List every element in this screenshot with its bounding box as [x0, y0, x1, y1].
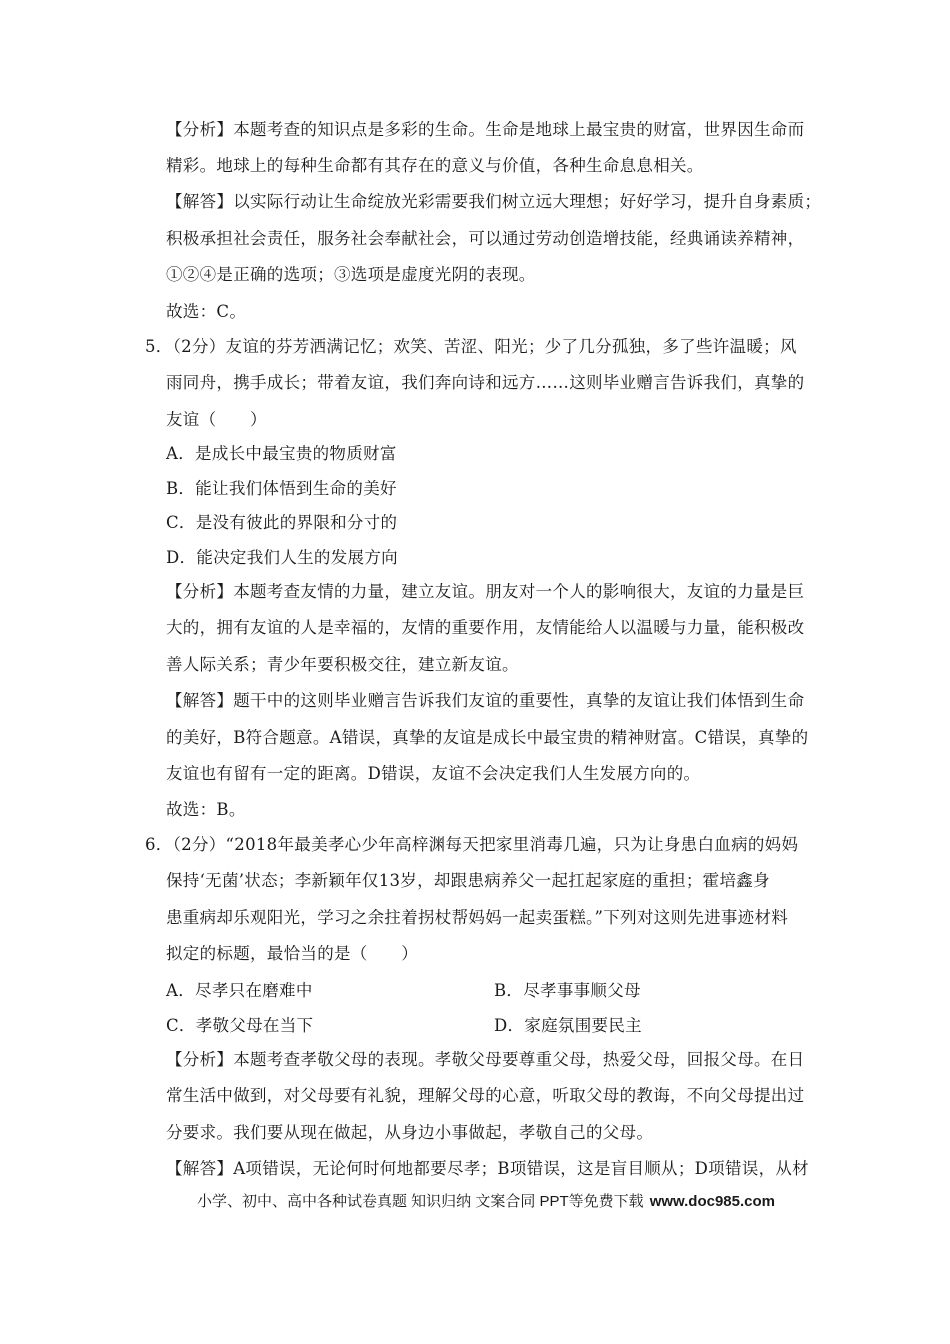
- q5-analysis-line: 【分析】本题考查友情的力量，建立友谊。朋友对一个人的影响很大，友谊的力量是巨: [166, 582, 805, 601]
- q5-analysis-line: 大的，拥有友谊的人是幸福的，友情的重要作用，友情能给人以温暖与力量，能积极改: [166, 618, 805, 637]
- q4-analysis-line: 【分析】本题考查的知识点是多彩的生命。生命是地球上最宝贵的财富，世界因生命而: [166, 120, 805, 139]
- q4-choice: 故选：C。: [166, 302, 247, 321]
- q6-option-c: C．孝敬父母在当下: [166, 1016, 314, 1035]
- q5-option-a: A．是成长中最宝贵的物质财富: [166, 444, 397, 463]
- q5-stem-line: 5．（2分）友谊的芬芳洒满记忆；欢笑、苦涩、阳光；少了几分孤独，多了些许温暖；风: [145, 337, 797, 356]
- q5-option-c: C．是没有彼此的界限和分寸的: [166, 513, 398, 532]
- q5-answer-line: 【解答】题干中的这则毕业赠言告诉我们友谊的重要性，真挚的友谊让我们体悟到生命: [166, 691, 805, 710]
- q5-stem-line: 友谊（ ）: [166, 410, 267, 429]
- q4-analysis-line: 精彩。地球上的每种生命都有其存在的意义与价值，各种生命息息相关。: [166, 156, 704, 175]
- q6-option-a: A．尽孝只在磨难中: [166, 981, 313, 1000]
- q6-option-d: D．家庭氛围要民主: [494, 1016, 642, 1035]
- q6-stem-line: 保持‘无菌’状态；李新颖年仅13岁，却跟患病养父一起扛起家庭的重担；霍培鑫身: [166, 871, 770, 890]
- q6-analysis-line: 【分析】本题考查孝敬父母的表现。孝敬父母要尊重父母，热爱父母，回报父母。在日: [166, 1050, 805, 1069]
- q5-analysis-line: 善人际关系；青少年要积极交往，建立新友谊。: [166, 655, 519, 674]
- q4-answer-line: 积极承担社会责任，服务社会奉献社会，可以通过劳动创造增技能，经典诵读养精神，: [166, 229, 805, 248]
- q5-stem-line: 雨同舟，携手成长；带着友谊，我们奔向诗和远方……这则毕业赠言告诉我们，真挚的: [166, 373, 805, 392]
- page-footer: [197, 1192, 775, 1212]
- q6-analysis-line: 常生活中做到，对父母要有礼貌，理解父母的心意，听取父母的教诲，不向父母提出过: [166, 1086, 805, 1105]
- q4-answer-line: ①②④是正确的选项；③选项是虚度光阴的表现。: [166, 265, 536, 284]
- q6-stem-line: 拟定的标题，最恰当的是（ ）: [166, 944, 418, 963]
- q6-stem-line: 6．（2分）“2018年最美孝心少年高梓渊每天把家里消毒几遍，只为让身患白血病的妈妈: [145, 835, 799, 854]
- q5-option-d: D．能决定我们人生的发展方向: [166, 548, 398, 567]
- q4-answer-line: 【解答】以实际行动让生命绽放光彩需要我们树立远大理想；好好学习，提升自身素质；: [166, 192, 822, 211]
- q5-answer-line: 友谊也有留有一定的距离。D错误，友谊不会决定我们人生发展方向的。: [166, 764, 701, 783]
- q5-answer-line: 的美好，B符合题意。A错误，真挚的友谊是成长中最宝贵的精神财富。C错误，真挚的: [166, 728, 809, 747]
- q5-choice: 故选：B。: [166, 800, 246, 819]
- footer-url[interactable]: www.doc985.com: [649, 1193, 776, 1210]
- q6-stem-line: 患重病却乐观阳光，学习之余拄着拐杖帮妈妈一起卖蛋糕。”下列对这则先进事迹材料: [166, 908, 789, 927]
- q6-analysis-line: 分要求。我们要从现在做起，从身边小事做起，孝敬自己的父母。: [166, 1123, 654, 1142]
- q5-option-b: B．能让我们体悟到生命的美好: [166, 479, 397, 498]
- q6-answer-line: 【解答】A项错误，无论何时何地都要尽孝；B项错误，这是盲目顺从；D项错误，从材: [166, 1159, 809, 1178]
- footer-text: 小学、初中、高中各种试卷真题 知识归纳 文案合同 PPT等免费下载: [197, 1193, 644, 1210]
- q6-option-b: B．尽孝事事顺父母: [494, 981, 641, 1000]
